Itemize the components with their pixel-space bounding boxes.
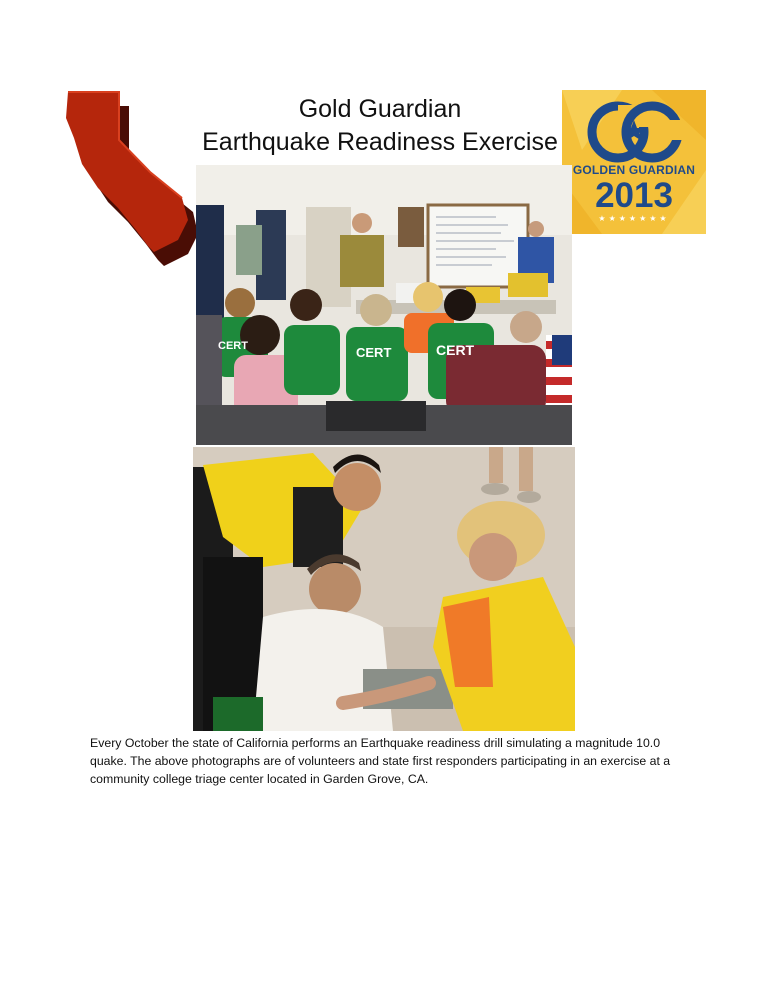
cert-vest-label-3: CERT <box>436 342 475 358</box>
cert-vest-label-2: CERT <box>356 345 392 360</box>
classroom-training-photo <box>196 165 572 445</box>
golden-guardian-logo <box>562 90 706 234</box>
logo-stars: ★★★★★★★ <box>598 214 670 223</box>
cert-vest-label-1: CERT <box>218 340 248 352</box>
photo-caption: Every October the state of California performs an Earthquake readiness drill simulating a magnitude 10.0 quake. The above photographs are of volunteers and state first responders participating in an exercise at a community college triage center located in Garden Grove, CA. <box>90 736 671 786</box>
title-line-1: Gold Guardian <box>298 95 462 123</box>
title-line-2: Earthquake Readiness Exercise <box>202 128 558 156</box>
logo-name: GOLDEN GUARDIAN <box>572 163 696 177</box>
triage-exercise-photo <box>193 447 575 731</box>
page-title <box>175 93 585 159</box>
logo-year: 2013 <box>595 176 673 215</box>
